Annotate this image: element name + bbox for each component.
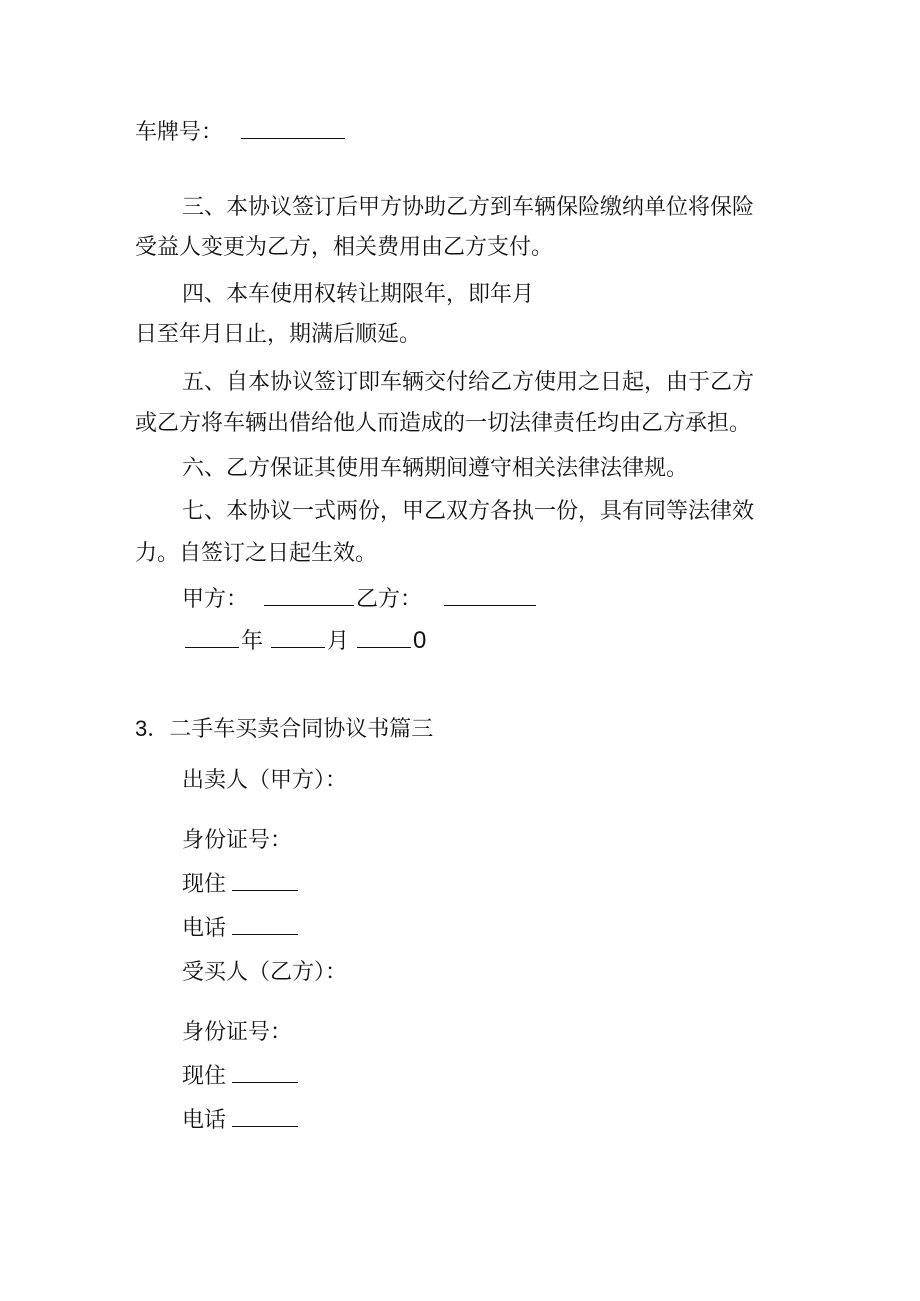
clause-3-line-1: 三、本协议签订后甲方协助乙方到车辆保险缴纳单位将保险 <box>182 195 755 220</box>
seller-address-line <box>182 870 300 900</box>
plate-number-blank <box>241 137 345 139</box>
clause-7-line-1: 七、本协议一式两份，甲乙双方各执一份，具有同等法律效 <box>182 499 755 524</box>
clause-5-line-2: 或乙方将车辆出借给他人而造成的一切法律责任均由乙方承担。 <box>135 411 752 436</box>
month-blank <box>271 646 325 648</box>
signature-date-line <box>185 626 426 657</box>
year-label: 年 <box>241 629 264 654</box>
seller-address-label: 现住 <box>182 872 227 897</box>
buyer-address-blank <box>232 1081 298 1083</box>
seller-phone-line <box>182 914 300 944</box>
clause-6-line-1: 六、乙方保证其使用车辆期间遵守相关法律法律规。 <box>182 456 689 481</box>
month-label: 月 <box>327 629 350 654</box>
party-a-blank <box>264 604 354 606</box>
clause-7-line-2: 力。自签订之日起生效。 <box>135 541 378 566</box>
date-tail: 0 <box>413 627 427 654</box>
section-3-title <box>135 714 433 745</box>
buyer-address-label: 现住 <box>182 1064 227 1089</box>
seller-phone-blank <box>232 933 298 935</box>
seller-address-blank <box>232 889 298 891</box>
buyer-id-label: 身份证号： <box>182 1020 293 1045</box>
buyer-address-line <box>182 1062 300 1092</box>
plate-number-label: 车牌号： <box>135 120 224 145</box>
year-blank <box>185 646 239 648</box>
plate-number-line <box>135 118 347 148</box>
seller-label: 出卖人（甲方）： <box>182 768 348 793</box>
seller-phone-label: 电话 <box>182 916 227 941</box>
signature-parties-line <box>182 585 538 615</box>
party-a-label: 甲方： <box>182 587 249 612</box>
section-3-title-text: ．二手车买卖合同协议书篇三 <box>147 717 434 742</box>
day-blank <box>357 646 411 648</box>
clause-5-line-1: 五、自本协议签订即车辆交付给乙方使用之日起，由于乙方 <box>182 370 755 395</box>
party-b-blank <box>444 604 536 606</box>
buyer-phone-line <box>182 1106 300 1136</box>
section-3-number: 3 <box>135 716 148 741</box>
buyer-phone-blank <box>232 1125 298 1127</box>
clause-4-line-2: 日至年月日止，期满后顺延。 <box>135 322 422 347</box>
clause-4-line-1: 四、本车使用权转让期限年，即年月 <box>182 282 535 307</box>
party-b-label: 乙方： <box>356 587 423 612</box>
clause-3-line-2: 受益人变更为乙方，相关费用由乙方支付。 <box>135 235 554 260</box>
buyer-phone-label: 电话 <box>182 1108 227 1133</box>
buyer-label: 受买人（乙方）： <box>182 960 348 985</box>
seller-id-label: 身份证号： <box>182 828 293 853</box>
